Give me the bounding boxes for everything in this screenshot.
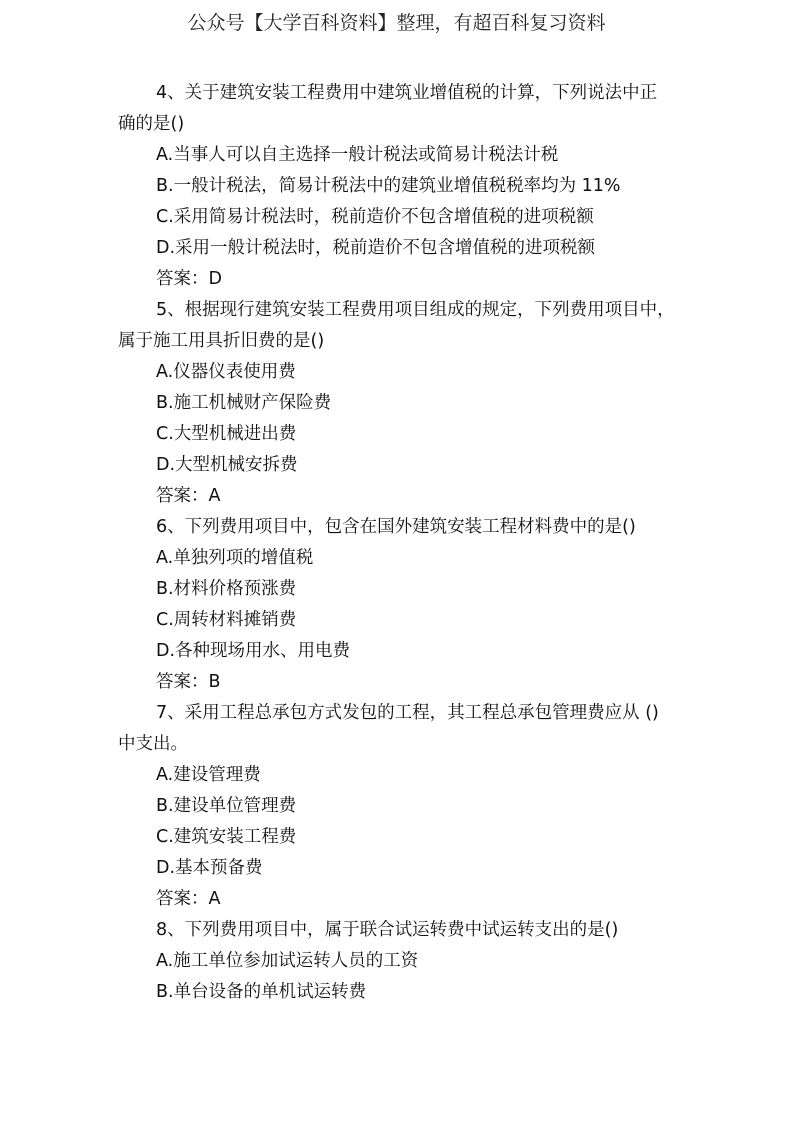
option-b: B.单台设备的单机试运转费 (156, 982, 367, 1002)
option-b: B.建设单位管理费 (156, 796, 297, 816)
option-c: C.采用简易计税法时，税前造价不包含增值税的进项税额 (156, 207, 594, 227)
question-4 (118, 78, 693, 295)
document-body (118, 78, 693, 1008)
question-5 (118, 295, 693, 512)
question-8 (118, 915, 693, 1008)
question-stem: 7、采用工程总承包方式发包的工程，其工程总承包管理费应从 () (156, 703, 659, 723)
option-a: A.仪器仪表使用费 (156, 362, 296, 382)
option-b: B.施工机械财产保险费 (156, 393, 332, 413)
question-stem: 4、关于建筑安装工程费用中建筑业增值税的计算，下列说法中正 (156, 83, 658, 103)
option-a: A.单独列项的增值税 (156, 548, 314, 568)
option-a: A.建设管理费 (156, 765, 261, 785)
option-d: D.大型机械安拆费 (156, 455, 298, 475)
question-6 (118, 512, 693, 698)
option-a: A.施工单位参加试运转人员的工资 (156, 951, 419, 971)
question-7 (118, 698, 693, 915)
question-stem-continuation: 中支出。 (118, 734, 188, 754)
option-c: C.大型机械进出费 (156, 424, 297, 444)
option-d: D.基本预备费 (156, 858, 263, 878)
option-c: C.建筑安装工程费 (156, 827, 297, 847)
question-stem: 8、下列费用项目中，属于联合试运转费中试运转支出的是() (156, 920, 619, 940)
answer: 答案：A (156, 889, 221, 909)
question-stem-continuation: 确的是() (118, 114, 185, 134)
answer: 答案：A (156, 486, 221, 506)
question-stem-continuation: 属于施工用具折旧费的是() (118, 331, 325, 351)
page-header: 公众号【大学百科资料】整理，有超百科复习资料 (187, 12, 606, 34)
question-stem: 6、下列费用项目中，包含在国外建筑安装工程材料费中的是() (156, 517, 636, 537)
option-d: D.各种现场用水、用电费 (156, 641, 351, 661)
question-stem: 5、根据现行建筑安装工程费用项目组成的规定，下列费用项目中， (156, 300, 675, 320)
answer: 答案：B (156, 672, 221, 692)
option-d: D.采用一般计税法时，税前造价不包含增值税的进项税额 (156, 238, 596, 258)
answer: 答案：D (156, 269, 222, 289)
option-c: C.周转材料摊销费 (156, 610, 297, 630)
option-a: A.当事人可以自主选择一般计税法或简易计税法计税 (156, 145, 559, 165)
option-b: B.一般计税法，简易计税法中的建筑业增值税税率均为 11% (156, 176, 621, 196)
option-b: B.材料价格预涨费 (156, 579, 297, 599)
